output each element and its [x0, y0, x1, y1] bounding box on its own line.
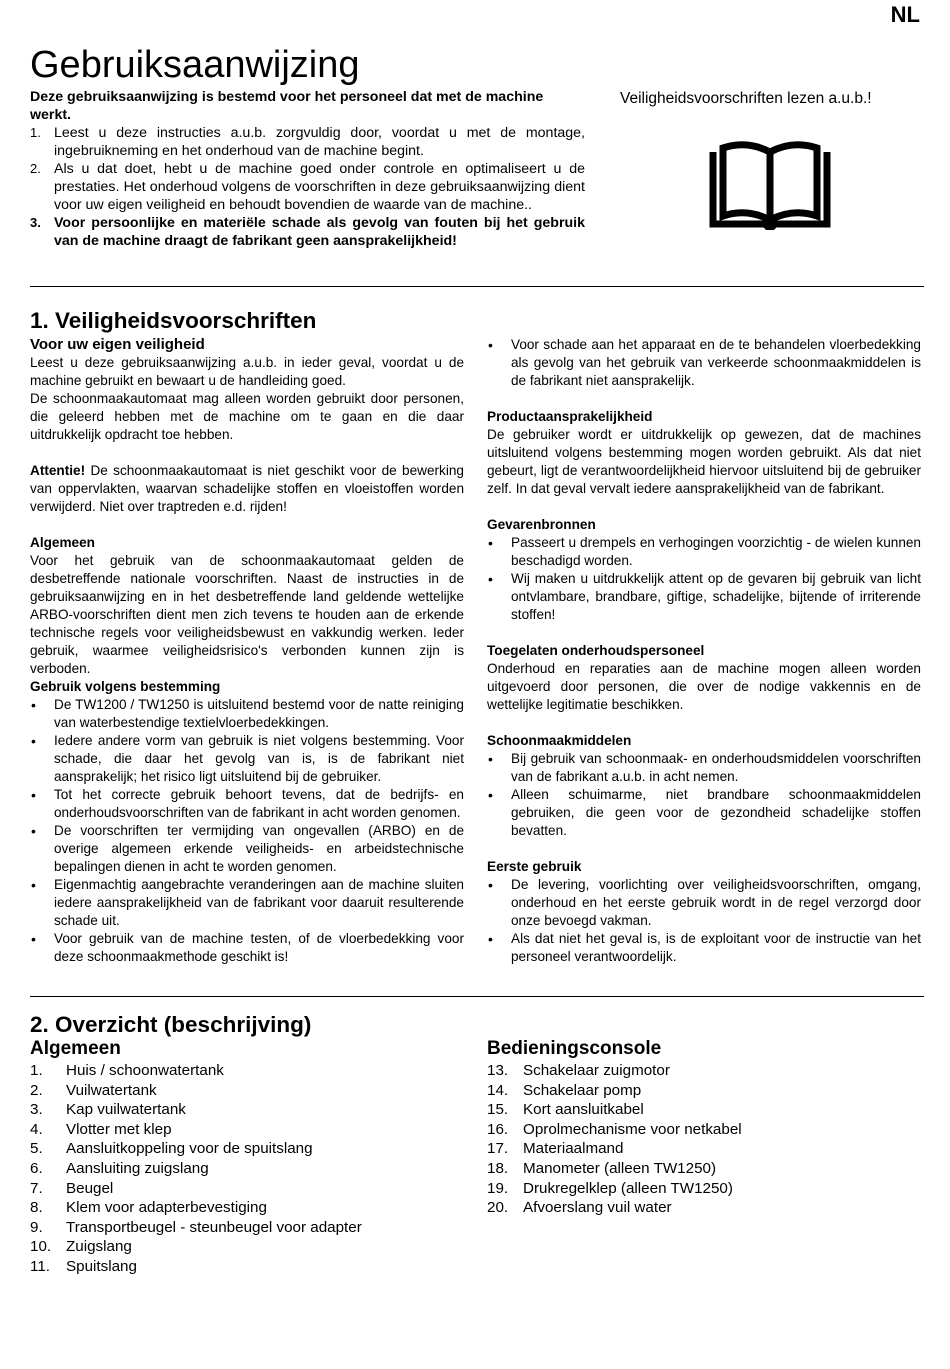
section-title: 2. Overzicht (beschrijving) [30, 1012, 312, 1037]
part-item [30, 1179, 470, 1199]
item-text: Leest u deze instructies a.u.b. zorgvuldig door, voordat u met de montage, ingebruikneming en het onderhoud van de machine begint. [54, 125, 585, 159]
part-item [30, 1237, 470, 1257]
parts-list [30, 1061, 470, 1277]
part-number: 14. [487, 1081, 509, 1099]
paragraph: Onderhoud en reparaties aan de machine mogen alleen worden uitgevoerd door personen, die over de nodige vakkennis en de wettelijke legitimatie beschikken. [487, 661, 921, 712]
bullet-item: • De levering, voorlichting over veiligheidsvoorschriften, omgang, onderhoud en het eerste gebruik wordt in de regel verzorgd door onze bevoegd vakman. [487, 876, 921, 930]
part-name: Afvoerslang vuil water [523, 1199, 672, 1217]
overview-console [487, 1038, 927, 1218]
bullet-item: • Eigenmachtig aangebrachte veranderingen aan de machine sluiten iedere aansprakelijkheid van de fabrikant voor daaruit resulterende schade uit. [30, 876, 464, 930]
attention-label: Attentie! [30, 463, 86, 478]
bullet-item: • Voor schade aan het apparaat en de te behandelen vloerbedekking als gevolg van het gebruik van verkeerde schoonmaakmiddelen is de fabrikant niet aansprakelijk. [487, 336, 921, 390]
part-item [487, 1061, 927, 1081]
part-item [487, 1120, 927, 1140]
subsection-title: Algemeen [30, 535, 95, 550]
bullet-item: • Iedere andere vorm van gebruik is niet volgens bestemming. Voor schade, die daar het gevolg van is, is de fabrikant niet aansprakelijk; het risico ligt uitsluitend bij de gebruiker. [30, 732, 464, 786]
intro-block [30, 88, 585, 250]
bullet-list [487, 336, 921, 390]
divider [30, 286, 924, 287]
part-number: 18. [487, 1159, 509, 1177]
intro-statement: Deze gebruiksaanwijzing is bestemd voor het personeel dat met de machine werkt. [30, 89, 544, 123]
part-item [30, 1120, 470, 1140]
safety-note: Veiligheidsvoorschriften lezen a.u.b.! [620, 90, 872, 107]
bullet-item: • Voor gebruik van de machine testen, of de vloerbedekking voor deze schoonmaakmethode geschikt is! [30, 930, 464, 966]
bullet-item: • Tot het correcte gebruik behoort tevens, dat de bedrijfs- en onderhoudsvoorschriften van de fabrikant in acht worden genomen. [30, 786, 464, 822]
part-number: 3. [30, 1101, 43, 1119]
open-book-icon [705, 140, 835, 230]
part-name: Huis / schoonwatertank [66, 1062, 224, 1079]
item-text: Als u dat doet, hebt u de machine goed onder controle en optimaliseert u de prestaties. Het onderhoud volgens de voorschriften in deze gebruiksaanwijzing dient voor uw eigen veiligheid en behoudt bovendien de waarde van de machine.. [54, 161, 585, 213]
subsection-title: Productaansprakelijkheid [487, 409, 653, 424]
bullet-list [30, 696, 464, 966]
bullet-list [487, 534, 921, 624]
bullet-item: • Wij maken u uitdrukkelijk attent op de gevaren bij gebruik van licht ontvlambare, brandbare, giftige, schadelijke, bijtende of irriterende stoffen! [487, 570, 921, 624]
part-number: 4. [30, 1120, 43, 1138]
bullet-item: • Passeert u drempels en verhogingen voorzichtig - de wielen kunnen beschadigd worden. [487, 534, 921, 570]
subsection-title: Eerste gebruik [487, 859, 582, 874]
part-item [30, 1257, 470, 1277]
part-number: 2. [30, 1081, 43, 1099]
bullet-item: • Alleen schuimarme, niet brandbare schoonmaakmiddelen gebruiken, die geen voor de gezondheid schadelijke stoffen bevatten. [487, 786, 921, 840]
subsection-title: Algemeen [30, 1038, 121, 1059]
subsection-title: Voor uw eigen veiligheid [30, 336, 205, 353]
part-number: 19. [487, 1179, 509, 1197]
part-item [30, 1139, 470, 1159]
part-name: Manometer (alleen TW1250) [523, 1159, 717, 1177]
part-number: 13. [487, 1062, 509, 1079]
intro-list [30, 124, 585, 250]
part-item [30, 1061, 470, 1081]
item-text: Voor persoonlijke en materiële schade als gevolg van fouten bij het gebruik van de machine draagt de fabrikant geen aansprakelijkheid! [54, 215, 585, 249]
bullet-list [487, 876, 921, 966]
part-item [30, 1218, 470, 1238]
part-item [487, 1198, 927, 1218]
section-title: 1. Veiligheidsvoorschriften [30, 308, 317, 333]
part-name: Aansluitkoppeling voor de spuitslang [66, 1140, 313, 1158]
bullet-item: • Als dat niet het geval is, is de exploitant voor de instructie van het personeel verantwoordelijk. [487, 930, 921, 966]
part-name: Beugel [66, 1179, 114, 1197]
part-item [30, 1198, 470, 1218]
overview-general [30, 1038, 470, 1277]
item-number: 2. [30, 161, 41, 176]
part-name: Kap vuilwatertank [66, 1101, 186, 1119]
bullet-item: • De voorschriften ter vermijding van ongevallen (ARBO) en de overige algemeen erkende veiligheids- en arbeidstechnische bepalingen dienen in acht te worden genomen. [30, 822, 464, 876]
part-item [30, 1159, 470, 1179]
part-name: Zuigslang [66, 1238, 132, 1256]
part-name: Materiaalmand [523, 1140, 624, 1158]
part-number: 17. [487, 1140, 509, 1158]
bullet-list [487, 750, 921, 840]
part-number: 7. [30, 1179, 43, 1197]
attention-text: De schoonmaakautomaat is niet geschikt voor de bewerking van oppervlakten, waarvan schadelijke stoffen en vloeistoffen worden verwijderd. Niet over traptreden e.d. rijden! [30, 463, 464, 514]
paragraph: De gebruiker wordt er uitdrukkelijk op gewezen, dat de machines uitsluitend volgens bestemming mogen worden gebruikt. Als dat niet gebeurt, ligt de verantwoordelijkheid hiervoor uitsluitend bij de gebruiker zelf. In dat geval vervalt iedere aansprakelijkheid van de fabrikant. [487, 427, 921, 496]
subsection-title: Toegelaten onderhoudspersoneel [487, 643, 705, 658]
part-item [487, 1179, 927, 1199]
part-name: Vlotter met klep [66, 1120, 172, 1138]
intro-item [30, 124, 585, 160]
subsection-title: Schoonmaakmiddelen [487, 733, 632, 748]
part-number: 9. [30, 1218, 43, 1236]
part-name: Oprolmechanisme voor netkabel [523, 1120, 742, 1138]
section1-left-column [30, 336, 464, 966]
paragraph: De schoonmaakautomaat mag alleen worden gebruikt door personen, die geleerd hebben met de machine om te gaan en die daar uitdrukkelijk opdracht toe hebben. [30, 391, 464, 442]
part-item [487, 1159, 927, 1179]
part-name: Aansluiting zuigslang [66, 1159, 209, 1177]
bullet-item: • De TW1200 / TW1250 is uitsluitend bestemd voor de natte reiniging van waterbestendige textielvloerbedekkingen. [30, 696, 464, 732]
intro-item [30, 214, 585, 250]
part-item [487, 1100, 927, 1120]
part-number: 10. [30, 1238, 52, 1256]
part-number: 8. [30, 1199, 43, 1217]
subsection-title: Gebruik volgens bestemming [30, 679, 221, 694]
part-item [487, 1139, 927, 1159]
part-item [487, 1081, 927, 1101]
part-name: Klem voor adapterbevestiging [66, 1199, 267, 1217]
parts-list [487, 1061, 927, 1218]
part-number: 1. [30, 1062, 43, 1079]
subsection-title: Bedieningsconsole [487, 1038, 662, 1059]
part-number: 5. [30, 1140, 43, 1158]
part-name: Drukregelklep (alleen TW1250) [523, 1179, 733, 1197]
item-number: 3. [30, 215, 41, 230]
page-title: Gebruiksaanwijzing [30, 44, 360, 86]
paragraph: Voor het gebruik van de schoonmaakautomaat gelden de desbetreffende nationale voorschriften. Naast de instructies in de gebruiksaanwijzing en in het desbetreffende land geldende wettelijke ARBO-voorschriften dient men zich tevens te houden aan de erkende technische regels voor veiligheidsbewust en vakkundig werken. Ieder gebruik, waarmee veiligheidsrisico's verbonden kunnen zijn is verboden. [30, 553, 464, 676]
item-number: 1. [30, 125, 41, 140]
attention-paragraph [30, 462, 464, 516]
part-item [30, 1100, 470, 1120]
subsection-title: Gevarenbronnen [487, 517, 596, 532]
part-name: Transportbeugel - steunbeugel voor adapter [66, 1218, 362, 1236]
part-number: 6. [30, 1159, 43, 1177]
part-name: Schakelaar pomp [523, 1081, 642, 1099]
bullet-item: • Bij gebruik van schoonmaak- en onderhoudsmiddelen voorschriften van de fabrikant a.u.b. in acht nemen. [487, 750, 921, 786]
section1-right-column [487, 336, 921, 966]
paragraph: Leest u deze gebruiksaanwijzing a.u.b. in ieder geval, voordat u de machine gebruikt en bewaart u de handleiding goed. [30, 355, 464, 388]
part-name: Spuitslang [66, 1257, 137, 1275]
part-name: Kort aansluitkabel [523, 1101, 644, 1119]
part-number: 15. [487, 1101, 509, 1119]
divider [30, 996, 924, 997]
intro-item [30, 160, 585, 214]
part-number: 20. [487, 1199, 509, 1217]
part-name: Vuilwatertank [66, 1081, 157, 1099]
part-item [30, 1081, 470, 1101]
part-name: Schakelaar zuigmotor [523, 1062, 670, 1079]
part-number: 16. [487, 1120, 509, 1138]
part-number: 11. [30, 1257, 50, 1275]
language-code: NL [890, 2, 920, 27]
